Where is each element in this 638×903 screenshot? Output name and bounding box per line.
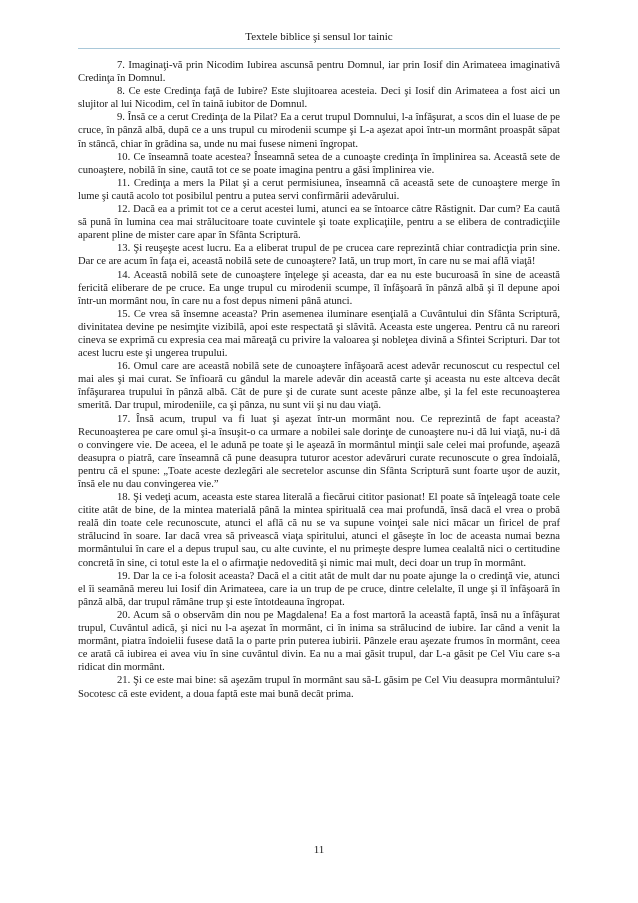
paragraph-20: 20. Acum să o observăm din nou pe Magdalena! Ea a fost martoră la această faptă, însă nu a înfăşurat trupul, Cuvântul adică, şi nici nu l-a aşezat în mormânt, ci în inima sa strălucind de iubire. Iar când a venit la mormânt, piatra îndoielii fusese dată la o parte prin puterea iubirii. Pânzele erau aşezate frumos în mormânt, ceea ce arată că iubirea ei avea viu în sine cuvântul divin. Ea nu a mai găsit trupul, dar L-a găsit pe Cel Viu care s-a ridicat din mormânt. xyxy=(78,609,560,674)
body-text xyxy=(78,59,560,701)
paragraph-14: 14. Această nobilă sete de cunoaştere înţelege şi aceasta, dar ea nu este bucuroasă în sine de această fericită eliberare de pe cruce. Ea unge trupul cu mirodenii scumpe, îl înfăşoară în pânză albă şi îl depune apoi într-un mormânt nou, în care nu a fost depus nimeni până atunci. xyxy=(78,269,560,307)
paragraph-17: 17. Însă acum, trupul va fi luat şi aşezat într-un mormânt nou. Ce reprezintă de fapt aceasta? Recunoaşterea pe care omul şi-a însuşit-o ca urmare a nobilei sale dorinţe de cunoaştere nu-i dă lui viaţă, nu-i dă o convingere vie. De aceea, el le adună pe toate şi le aşează în mormântul minţii sale celei mai profunde, aşează deasupra o piatră, care înseamnă că pune deasupra tuturor acestor adevăruri curate recunoscute o grea îndoială, pentru că el spune: „Toate aceste dezlegări ale secretelor ascunse din Sfânta Scriptură sunt foarte uşor de auzit, însă ele nu dau convingerea vie.” xyxy=(78,413,560,490)
paragraph-8: 8. Ce este Credinţa faţă de Iubire? Este slujitoarea acesteia. Deci şi Iosif din Arimateea a fost aici un slujitor al lui Nicodim, cel în taină iubitor de Domnul. xyxy=(78,86,560,111)
paragraph-16: 16. Omul care are această nobilă sete de cunoaştere înfăşoară acest adevăr recunoscut cu respectul cel mai ales şi mai curat. Se înfioară cu gândul la marele adevăr din această carte şi aceasta nu este altceva decât înfăşurarea trupului în pânză albă. Cât de pure şi de curate sunt aceste pânze albe, şi la fel este recunoaşterea smerită. Dar trupul, mirodeniile, ca şi pânza, nu sunt vii şi nu dau viaţă. xyxy=(78,361,560,412)
paragraph-21: 21. Şi ce este mai bine: să aşezăm trupul în mormânt sau să-L găsim pe Cel Viu deasupra mormântului? Socotesc că este evident, a doua faptă este mai bună decât prima. xyxy=(78,675,560,700)
paragraph-18: 18. Şi vedeţi acum, aceasta este starea literală a fiecărui cititor pasionat! El poate să înţeleagă toate cele citite atât de bine, de la mintea materială până la mintea spirituală cea mai profundă, însă dacă el vrea o probă reală din toate cele recunoscute, atunci el află că nu se va supune voinţei sale nici măcar un firicel de praf strălucind în soare. Iar dacă vrea să privească viaţa spiritului, atunci el găseşte în loc de aceasta numai bezna mormântului în care el a depus trupul sau, cu alte cuvinte, el nu primeşte despre lumea cealaltă nici o certitudine concretă în sine, ci totul este la el o afirmaţie nedovedită şi nimic mai mult, deci doar un trup în mormânt. xyxy=(78,492,560,569)
paragraph-9: 9. Însă ce a cerut Credinţa de la Pilat? Ea a cerut trupul Domnului, l-a înfăşurat, a scos din el luase de pe cruce, în pânză albă, după ce a uns trupul cu mirodenii scumpe şi L-a aşezat apoi într-un mormânt proaspăt săpat în stâncă, chiar în grădina sa, unde nu mai fusese nimeni îngropat. xyxy=(78,112,560,150)
paragraph-12: 12. Dacă ea a primit tot ce a cerut acestei lumi, atunci ea se întoarce către Răstignit. Dar cum? Ea caută să pună în lumina cea mai strălucitoare toate cuvintele şi toate explicaţiile, pentru a se elibera de contradicţiile aparent pline de mister care apar în Sfânta Scriptură. xyxy=(78,204,560,242)
paragraph-13: 13. Şi reuşeşte acest lucru. Ea a eliberat trupul de pe crucea care reprezintă chiar contradicţia prin sine. Dar ce are acum în faţa ei, această nobilă sete de cunoaştere? Iată, un trup mort, în care nu se mai află viaţă! xyxy=(78,243,560,268)
page-number: 11 xyxy=(313,844,325,856)
paragraph-19: 19. Dar la ce i-a folosit aceasta? Dacă el a citit atât de mult dar nu poate ajunge la o credinţă vie, atunci el îi seamănă mereu lui Iosif din Arimateea, care ia un trup de pe cruce, dintre celelalte, îl unge şi îl înfăşoară în pânză albă, dar trupul rămâne trup şi este întotdeauna îngropat. xyxy=(78,570,560,608)
header-divider xyxy=(78,48,560,49)
paragraph-15: 15. Ce vrea să însemne aceasta? Prin asemenea iluminare esenţială a Cuvântului din Sfânta Scriptură, divinitatea devine pe nesimţite vizibilă, apoi este respectată şi slăvită. Aceasta este ungerea. Pentru că nu rareori cineva se exprimă cu expresia cea mai măreaţă cu privire la valoarea şi nobleţea divină a Sfintei Scripturi. Dar tot acest lucru este şi ungerea trupului. xyxy=(78,308,560,360)
paragraph-10: 10. Ce înseamnă toate acestea? Înseamnă setea de a cunoaşte credinţa în împlinirea sa. Această sete de cunoaştere, nobilă în sine, caută tot ce se poate imagina pentru a găsi împlinirea vie. xyxy=(78,151,560,176)
paragraph-7: 7. Imaginaţi-vă prin Nicodim Iubirea ascunsă pentru Domnul, iar prin Iosif din Arimateea imaginativă Credinţa în Domnul. xyxy=(78,60,560,85)
running-header: Textele biblice şi sensul lor tainic xyxy=(245,31,393,43)
paragraph-11: 11. Credinţa a mers la Pilat şi a cerut permisiunea, înseamnă că această sete de cunoaştere merge în lume şi caută acolo tot posibilul pentru a putea servi confirmării adevărului. xyxy=(78,177,560,202)
